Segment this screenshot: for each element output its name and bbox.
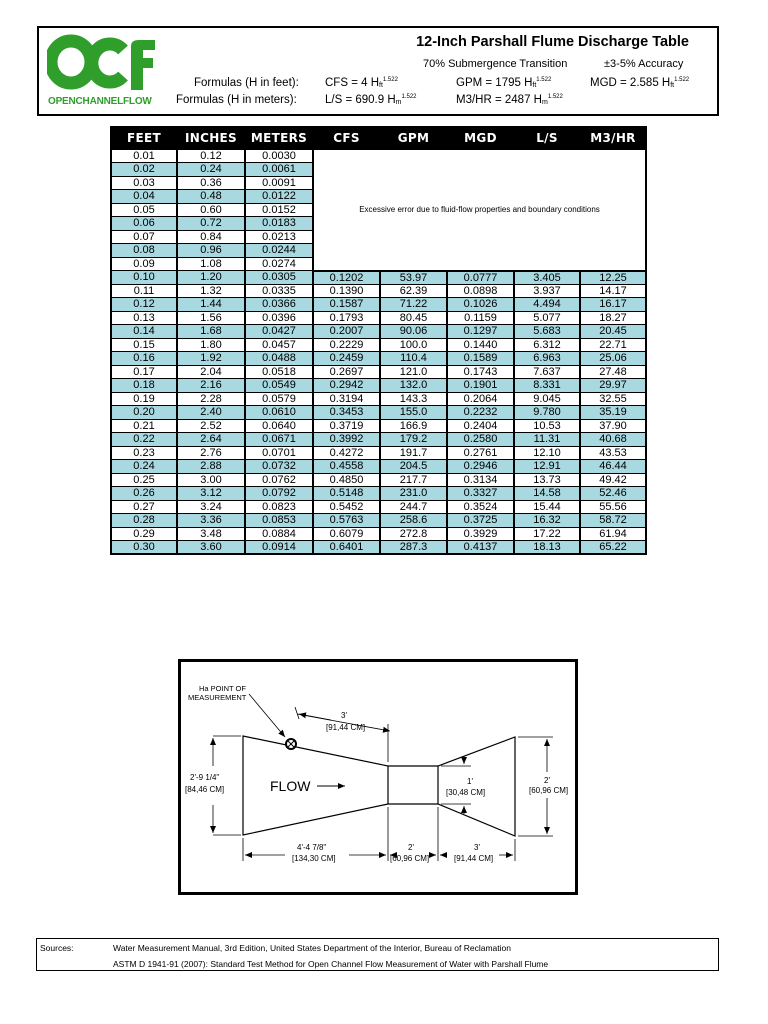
- cell-meters: 0.0549: [245, 379, 313, 393]
- cell-cfs: 0.1202: [313, 271, 380, 285]
- logo-wordmark: OPENCHANNELFLOW: [48, 96, 152, 107]
- cell-mgd: 0.3725: [447, 514, 514, 528]
- cell-cfs: 0.3194: [313, 392, 380, 406]
- table-row: [111, 514, 646, 528]
- cell-cfs: 0.5763: [313, 514, 380, 528]
- cell-inches: 1.20: [177, 271, 245, 285]
- cell-mgd: 0.0777: [447, 271, 514, 285]
- table-row: [111, 460, 646, 474]
- cell-gpm: 90.06: [380, 325, 447, 339]
- cell-feet: 0.13: [111, 311, 177, 325]
- cell-inches: 0.60: [177, 203, 245, 217]
- flume-drawing: [181, 662, 575, 892]
- table-row: [111, 541, 646, 555]
- cell-meters: 0.0823: [245, 500, 313, 514]
- cell-gpm: 80.45: [380, 311, 447, 325]
- formula-m3hr: M3/HR = 2487 $H_m^{1.522}$: [456, 94, 563, 106]
- cell-inches: 3.60: [177, 541, 245, 555]
- table-row: [111, 406, 646, 420]
- cell-ls: 5.077: [514, 311, 580, 325]
- cell-inches: 3.36: [177, 514, 245, 528]
- right-dimension-ft: 2': [544, 776, 550, 785]
- cell-inches: 0.36: [177, 176, 245, 190]
- cell-meters: 0.0762: [245, 473, 313, 487]
- column-header-feet: FEET: [111, 127, 177, 149]
- table-row: [111, 365, 646, 379]
- cell-meters: 0.0244: [245, 244, 313, 258]
- cell-cfs: 0.3453: [313, 406, 380, 420]
- cell-m3hr: 22.71: [580, 338, 646, 352]
- cell-feet: 0.26: [111, 487, 177, 501]
- cell-m3hr: 12.25: [580, 271, 646, 285]
- cell-mgd: 0.1589: [447, 352, 514, 366]
- cell-feet: 0.15: [111, 338, 177, 352]
- cell-inches: 0.24: [177, 163, 245, 177]
- column-header-cfs: CFS: [313, 127, 380, 149]
- cell-mgd: 0.1297: [447, 325, 514, 339]
- table-row: [111, 379, 646, 393]
- cell-mgd: 0.3524: [447, 500, 514, 514]
- cell-inches: 2.16: [177, 379, 245, 393]
- column-header-inches: INCHES: [177, 127, 245, 149]
- cell-m3hr: 37.90: [580, 419, 646, 433]
- cell-feet: 0.27: [111, 500, 177, 514]
- cell-inches: 1.56: [177, 311, 245, 325]
- cell-mgd: 0.2580: [447, 433, 514, 447]
- cell-cfs: 0.3992: [313, 433, 380, 447]
- cell-meters: 0.0396: [245, 311, 313, 325]
- cell-cfs: 0.2942: [313, 379, 380, 393]
- openchannelflow-logo: [47, 34, 171, 110]
- bottom-dimension-b-ft: 2': [408, 843, 414, 852]
- cell-inches: 3.24: [177, 500, 245, 514]
- column-header-gpm: GPM: [380, 127, 447, 149]
- cell-meters: 0.0274: [245, 257, 313, 271]
- flow-label: FLOW: [270, 778, 311, 794]
- top-dimension-cm: [91,44 CM]: [326, 723, 366, 732]
- cell-m3hr: 49.42: [580, 473, 646, 487]
- cell-mgd: 0.3134: [447, 473, 514, 487]
- cell-meters: 0.0122: [245, 190, 313, 204]
- cell-meters: 0.0701: [245, 446, 313, 460]
- cell-mgd: 0.1440: [447, 338, 514, 352]
- cell-feet: 0.14: [111, 325, 177, 339]
- cell-gpm: 287.3: [380, 541, 447, 555]
- cell-inches: 2.76: [177, 446, 245, 460]
- cell-inches: 0.72: [177, 217, 245, 231]
- cell-feet: 0.17: [111, 365, 177, 379]
- cell-cfs: 0.6401: [313, 541, 380, 555]
- cell-m3hr: 20.45: [580, 325, 646, 339]
- formula-gpm: GPM = 1795 $H_{ft}^{1.522}$: [456, 77, 552, 89]
- cell-mgd: 0.2761: [447, 446, 514, 460]
- cell-gpm: 62.39: [380, 284, 447, 298]
- cell-meters: 0.0610: [245, 406, 313, 420]
- cell-meters: 0.0457: [245, 338, 313, 352]
- sources-box: [36, 938, 719, 971]
- cell-meters: 0.0061: [245, 163, 313, 177]
- cell-mgd: 0.1026: [447, 298, 514, 312]
- cell-inches: 1.68: [177, 325, 245, 339]
- column-header-meters: METERS: [245, 127, 313, 149]
- cell-gpm: 166.9: [380, 419, 447, 433]
- cell-inches: 2.04: [177, 365, 245, 379]
- cell-gpm: 143.3: [380, 392, 447, 406]
- cell-ls: 16.32: [514, 514, 580, 528]
- table-row: [111, 271, 646, 285]
- cell-feet: 0.02: [111, 163, 177, 177]
- sources-label: Sources:: [40, 943, 74, 953]
- cell-inches: 3.48: [177, 527, 245, 541]
- cell-feet: 0.08: [111, 244, 177, 258]
- cell-feet: 0.05: [111, 203, 177, 217]
- cell-m3hr: 25.06: [580, 352, 646, 366]
- cell-gpm: 71.22: [380, 298, 447, 312]
- cell-gpm: 100.0: [380, 338, 447, 352]
- cell-inches: 3.00: [177, 473, 245, 487]
- cell-meters: 0.0579: [245, 392, 313, 406]
- cell-mgd: 0.3929: [447, 527, 514, 541]
- cell-feet: 0.04: [111, 190, 177, 204]
- cell-ls: 5.683: [514, 325, 580, 339]
- cell-meters: 0.0488: [245, 352, 313, 366]
- cell-feet: 0.25: [111, 473, 177, 487]
- cell-m3hr: 65.22: [580, 541, 646, 555]
- cell-meters: 0.0671: [245, 433, 313, 447]
- cell-meters: 0.0213: [245, 230, 313, 244]
- cell-gpm: 231.0: [380, 487, 447, 501]
- cell-ls: 12.10: [514, 446, 580, 460]
- cell-ls: 6.963: [514, 352, 580, 366]
- throat-dimension-cm: [30,48 CM]: [446, 788, 486, 797]
- cell-meters: 0.0152: [245, 203, 313, 217]
- cell-gpm: 217.7: [380, 473, 447, 487]
- table-row: [111, 392, 646, 406]
- cell-mgd: 0.1159: [447, 311, 514, 325]
- cell-m3hr: 43.53: [580, 446, 646, 460]
- formula-cfs: CFS = 4 $H_{ft}^{1.522}$: [325, 77, 398, 89]
- cell-inches: 1.80: [177, 338, 245, 352]
- cell-cfs: 0.1390: [313, 284, 380, 298]
- cell-m3hr: 40.68: [580, 433, 646, 447]
- cell-cfs: 0.2229: [313, 338, 380, 352]
- ocf-logo-icon: [47, 34, 157, 92]
- cell-ls: 4.494: [514, 298, 580, 312]
- source-item: ASTM D 1941-91 (2007): Standard Test Method for Open Channel Flow Measurement of Water with Parshall Flume: [113, 959, 549, 969]
- cell-meters: 0.0305: [245, 271, 313, 285]
- table-row: [111, 325, 646, 339]
- cell-mgd: 0.2232: [447, 406, 514, 420]
- cell-inches: 1.92: [177, 352, 245, 366]
- cell-mgd: 0.4137: [447, 541, 514, 555]
- table-row: [111, 527, 646, 541]
- cell-inches: 0.96: [177, 244, 245, 258]
- cell-feet: 0.22: [111, 433, 177, 447]
- cell-feet: 0.11: [111, 284, 177, 298]
- table-header-row: [111, 127, 646, 149]
- cell-feet: 0.12: [111, 298, 177, 312]
- table-row: [111, 419, 646, 433]
- cell-ls: 17.22: [514, 527, 580, 541]
- cell-ls: 7.637: [514, 365, 580, 379]
- cell-mgd: 0.2404: [447, 419, 514, 433]
- cell-feet: 0.09: [111, 257, 177, 271]
- bottom-dimension-b-cm: [60,96 CM]: [390, 854, 430, 863]
- cell-ls: 9.780: [514, 406, 580, 420]
- cell-gpm: 191.7: [380, 446, 447, 460]
- cell-meters: 0.0640: [245, 419, 313, 433]
- cell-m3hr: 18.27: [580, 311, 646, 325]
- cell-inches: 0.84: [177, 230, 245, 244]
- cell-gpm: 258.6: [380, 514, 447, 528]
- cell-ls: 9.045: [514, 392, 580, 406]
- cell-meters: 0.0427: [245, 325, 313, 339]
- discharge-table: [110, 126, 647, 555]
- cell-ls: 8.331: [514, 379, 580, 393]
- cell-gpm: 272.8: [380, 527, 447, 541]
- cell-gpm: 179.2: [380, 433, 447, 447]
- cell-ls: 13.73: [514, 473, 580, 487]
- cell-cfs: 0.2459: [313, 352, 380, 366]
- cell-m3hr: 27.48: [580, 365, 646, 379]
- cell-gpm: 110.4: [380, 352, 447, 366]
- cell-feet: 0.28: [111, 514, 177, 528]
- cell-meters: 0.0366: [245, 298, 313, 312]
- cell-cfs: 0.2007: [313, 325, 380, 339]
- table-row: [111, 311, 646, 325]
- cell-feet: 0.29: [111, 527, 177, 541]
- column-header-mgd: MGD: [447, 127, 514, 149]
- cell-feet: 0.10: [111, 271, 177, 285]
- accuracy-note: ±3-5% Accuracy: [604, 58, 684, 70]
- cell-cfs: 0.4272: [313, 446, 380, 460]
- excessive-error-note: Excessive error due to fluid-flow properties and boundary conditions: [313, 149, 646, 271]
- cell-cfs: 0.5148: [313, 487, 380, 501]
- cell-mgd: 0.2064: [447, 392, 514, 406]
- table-row: [111, 352, 646, 366]
- column-header-ls: L/S: [514, 127, 580, 149]
- discharge-table-container: [110, 126, 645, 555]
- cell-gpm: 121.0: [380, 365, 447, 379]
- cell-gpm: 132.0: [380, 379, 447, 393]
- point-label-line1: Ha POINT OF: [199, 684, 246, 693]
- table-row: [111, 473, 646, 487]
- cell-meters: 0.0091: [245, 176, 313, 190]
- cell-cfs: 0.3719: [313, 419, 380, 433]
- cell-inches: 1.08: [177, 257, 245, 271]
- cell-inches: 1.44: [177, 298, 245, 312]
- cell-inches: 2.28: [177, 392, 245, 406]
- cell-cfs: 0.5452: [313, 500, 380, 514]
- submergence-transition: 70% Submergence Transition: [423, 58, 568, 70]
- cell-m3hr: 52.46: [580, 487, 646, 501]
- cell-meters: 0.0030: [245, 149, 313, 163]
- table-row: [111, 338, 646, 352]
- left-dimension-ft: 2'-9 1/4": [190, 773, 220, 782]
- cell-m3hr: 16.17: [580, 298, 646, 312]
- cell-meters: 0.0792: [245, 487, 313, 501]
- page-title: 12-Inch Parshall Flume Discharge Table: [416, 34, 689, 50]
- cell-m3hr: 35.19: [580, 406, 646, 420]
- cell-inches: 0.48: [177, 190, 245, 204]
- flume-diagram: [178, 659, 578, 895]
- cell-feet: 0.07: [111, 230, 177, 244]
- cell-meters: 0.0732: [245, 460, 313, 474]
- cell-feet: 0.24: [111, 460, 177, 474]
- cell-feet: 0.20: [111, 406, 177, 420]
- cell-feet: 0.03: [111, 176, 177, 190]
- cell-gpm: 204.5: [380, 460, 447, 474]
- cell-inches: 0.12: [177, 149, 245, 163]
- bottom-dimension-c-ft: 3': [474, 843, 480, 852]
- cell-mgd: 0.1901: [447, 379, 514, 393]
- cell-m3hr: 61.94: [580, 527, 646, 541]
- cell-cfs: 0.2697: [313, 365, 380, 379]
- table-row: [111, 487, 646, 501]
- cell-cfs: 0.4850: [313, 473, 380, 487]
- table-row: [111, 446, 646, 460]
- cell-m3hr: 58.72: [580, 514, 646, 528]
- table-row: [111, 298, 646, 312]
- bottom-dimension-c-cm: [91,44 CM]: [454, 854, 494, 863]
- cell-cfs: 0.1793: [313, 311, 380, 325]
- table-body: [111, 149, 646, 554]
- cell-gpm: 155.0: [380, 406, 447, 420]
- cell-inches: 2.64: [177, 433, 245, 447]
- cell-cfs: 0.6079: [313, 527, 380, 541]
- table-row: [111, 433, 646, 447]
- cell-m3hr: 29.97: [580, 379, 646, 393]
- formula-label-meters: Formulas (H in meters):: [176, 94, 297, 106]
- cell-m3hr: 46.44: [580, 460, 646, 474]
- header-box: [37, 26, 719, 116]
- source-item: Water Measurement Manual, 3rd Edition, United States Department of the Interior, Bureau of Reclamation: [113, 943, 511, 953]
- cell-feet: 0.23: [111, 446, 177, 460]
- cell-meters: 0.0853: [245, 514, 313, 528]
- cell-ls: 11.31: [514, 433, 580, 447]
- cell-inches: 2.40: [177, 406, 245, 420]
- cell-ls: 18.13: [514, 541, 580, 555]
- throat-dimension-ft: 1': [467, 777, 473, 786]
- cell-mgd: 0.1743: [447, 365, 514, 379]
- point-label-line2: MEASUREMENT: [188, 693, 247, 702]
- cell-m3hr: 32.55: [580, 392, 646, 406]
- table-row: [111, 149, 646, 163]
- cell-feet: 0.30: [111, 541, 177, 555]
- bottom-dimension-a-ft: 4'-4 7/8": [297, 843, 327, 852]
- cell-meters: 0.0914: [245, 541, 313, 555]
- cell-m3hr: 14.17: [580, 284, 646, 298]
- cell-mgd: 0.2946: [447, 460, 514, 474]
- cell-ls: 12.91: [514, 460, 580, 474]
- cell-mgd: 0.3327: [447, 487, 514, 501]
- cell-ls: 6.312: [514, 338, 580, 352]
- cell-gpm: 244.7: [380, 500, 447, 514]
- cell-meters: 0.0335: [245, 284, 313, 298]
- table-row: [111, 500, 646, 514]
- cell-m3hr: 55.56: [580, 500, 646, 514]
- cell-cfs: 0.1587: [313, 298, 380, 312]
- cell-inches: 3.12: [177, 487, 245, 501]
- table-row: [111, 284, 646, 298]
- cell-gpm: 53.97: [380, 271, 447, 285]
- formula-mgd: MGD = 2.585 $H_{ft}^{1.522}$: [590, 77, 690, 89]
- cell-meters: 0.0183: [245, 217, 313, 231]
- cell-feet: 0.18: [111, 379, 177, 393]
- cell-meters: 0.0884: [245, 527, 313, 541]
- cell-feet: 0.19: [111, 392, 177, 406]
- cell-inches: 1.32: [177, 284, 245, 298]
- cell-feet: 0.21: [111, 419, 177, 433]
- top-dimension-ft: 3': [341, 711, 347, 720]
- cell-ls: 10.53: [514, 419, 580, 433]
- bottom-dimension-a-cm: [134,30 CM]: [292, 854, 336, 863]
- cell-inches: 2.88: [177, 460, 245, 474]
- cell-meters: 0.0518: [245, 365, 313, 379]
- cell-feet: 0.06: [111, 217, 177, 231]
- cell-ls: 3.405: [514, 271, 580, 285]
- cell-mgd: 0.0898: [447, 284, 514, 298]
- right-dimension-cm: [60,96 CM]: [529, 786, 569, 795]
- cell-feet: 0.01: [111, 149, 177, 163]
- formula-ls: L/S = 690.9 $H_m^{1.522}$: [325, 94, 417, 106]
- formula-label-feet: Formulas (H in feet):: [194, 77, 299, 89]
- cell-ls: 15.44: [514, 500, 580, 514]
- cell-inches: 2.52: [177, 419, 245, 433]
- cell-ls: 14.58: [514, 487, 580, 501]
- cell-ls: 3.937: [514, 284, 580, 298]
- column-header-m3hr: M3/HR: [580, 127, 646, 149]
- left-dimension-cm: [84,46 CM]: [185, 785, 225, 794]
- cell-feet: 0.16: [111, 352, 177, 366]
- cell-cfs: 0.4558: [313, 460, 380, 474]
